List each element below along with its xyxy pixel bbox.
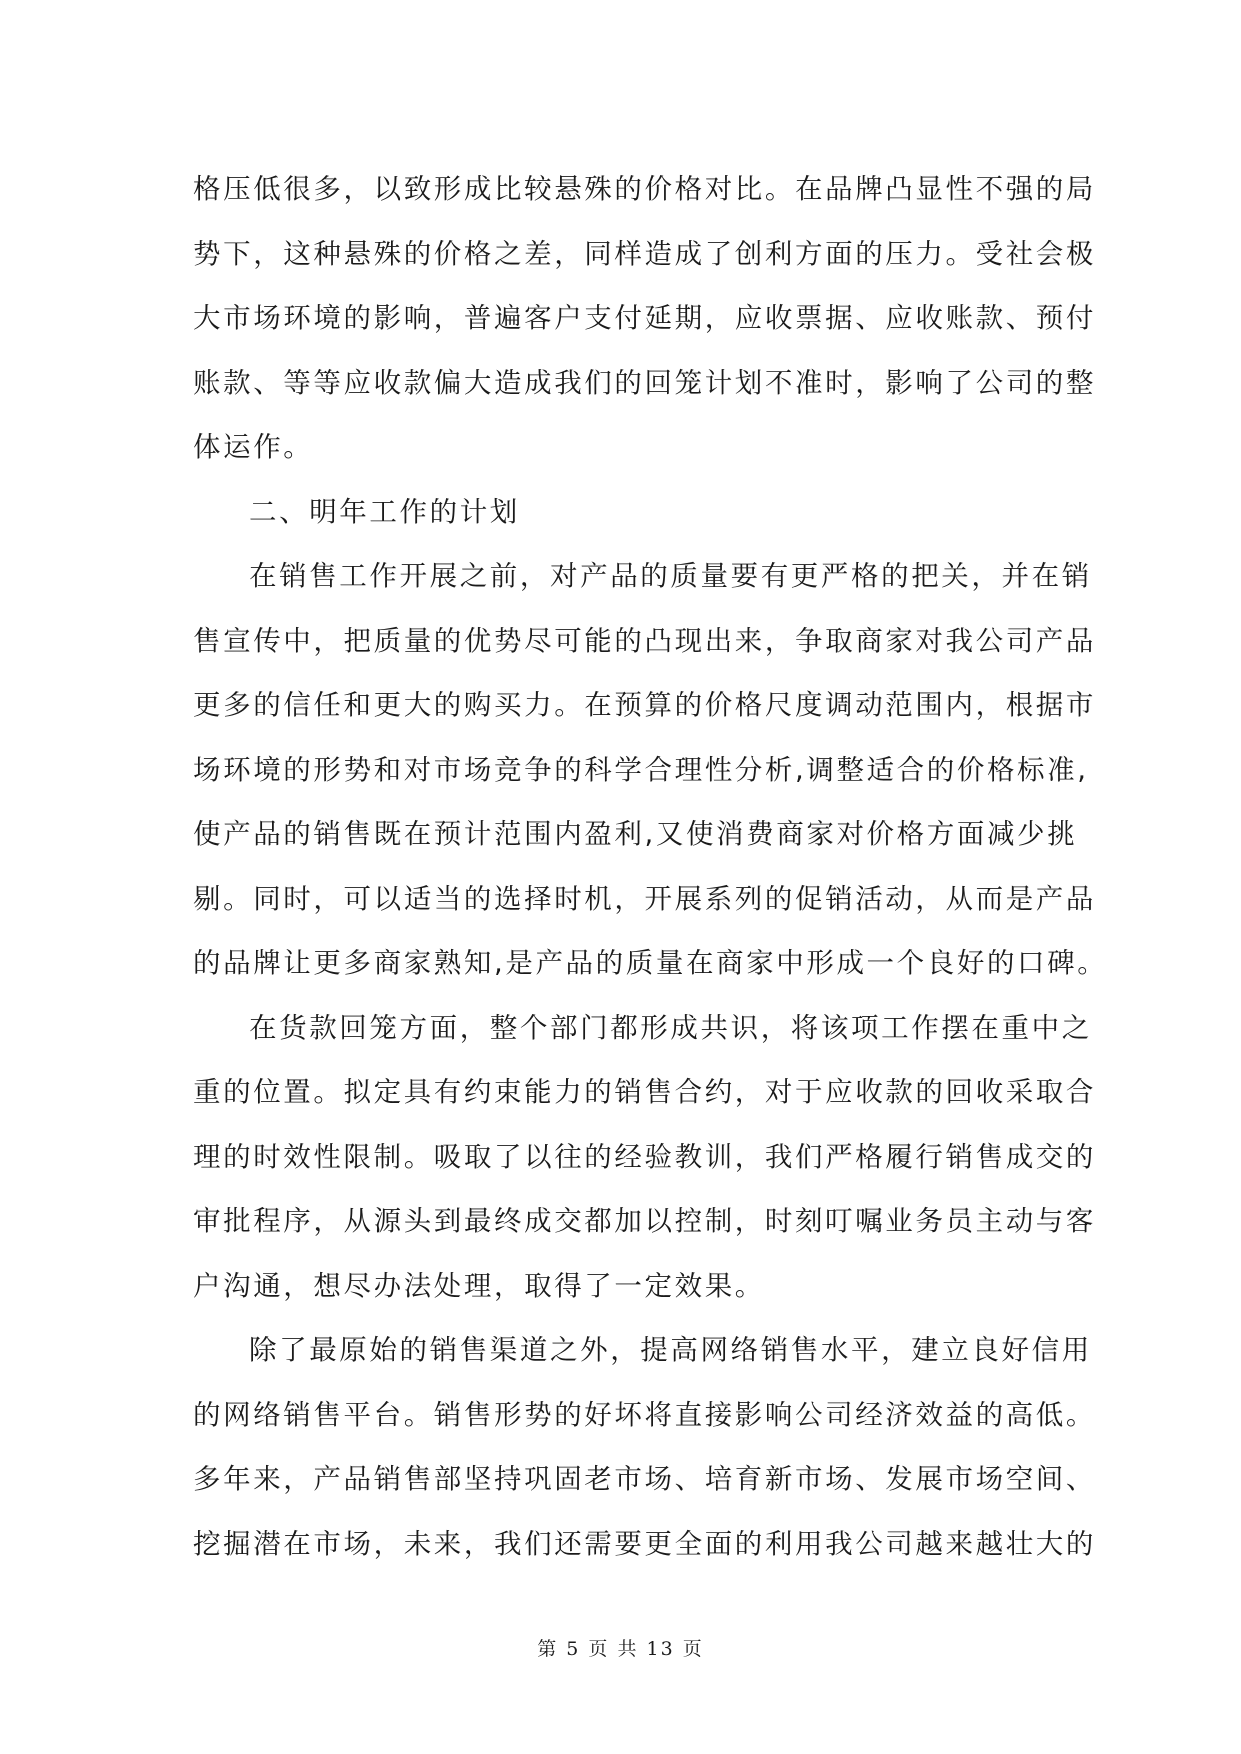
text-line: 重的位置。拟定具有约束能力的销售合约，对于应收款的回收采取合 bbox=[193, 1076, 1096, 1108]
page-footer: 第 5 页 共 13 页 bbox=[537, 1638, 704, 1660]
text-line: 使产品的销售既在预计范围内盈利,又使消费商家对价格方面减少挑 bbox=[193, 818, 1078, 850]
text-line: 多年来，产品销售部坚持巩固老市场、培育新市场、发展市场空间、 bbox=[193, 1463, 1096, 1495]
document-body bbox=[193, 157, 1108, 1576]
text-line: 体运作。 bbox=[193, 431, 314, 463]
text-line: 挖掘潜在市场，未来，我们还需要更全面的利用我公司越来越壮大的 bbox=[193, 1527, 1096, 1560]
text-line: 在货款回笼方面，整个部门都形成共识，将该项工作摆在重中之 bbox=[249, 1011, 1092, 1044]
text-line: 大市场环境的影响，普遍客户支付延期，应收票据、应收账款、预付 bbox=[193, 302, 1096, 334]
text-line: 场环境的形势和对市场竞争的科学合理性分析,调整适合的价格标准, bbox=[193, 753, 1089, 786]
text-line: 审批程序，从源头到最终成交都加以控制，时刻叮嘱业务员主动与客 bbox=[193, 1205, 1096, 1237]
text-line: 账款、等等应收款偏大造成我们的回笼计划不准时，影响了公司的整 bbox=[193, 366, 1096, 399]
text-line: 户沟通，想尽办法处理，取得了一定效果。 bbox=[193, 1269, 765, 1302]
text-line: 剔。同时，可以适当的选择时机，开展系列的促销活动，从而是产品 bbox=[193, 882, 1096, 915]
text-line: 在销售工作开展之前，对产品的质量要有更严格的把关，并在销 bbox=[249, 560, 1092, 592]
text-line: 更多的信任和更大的购买力。在预算的价格尺度调动范围内，根据市 bbox=[193, 689, 1096, 721]
text-line: 售宣传中，把质量的优势尽可能的凸现出来，争取商家对我公司产品 bbox=[193, 624, 1096, 657]
text-line: 的品牌让更多商家熟知,是产品的质量在商家中形成一个良好的口碑。 bbox=[193, 947, 1108, 979]
text-line: 势下，这种悬殊的价格之差，同样造成了创利方面的压力。受社会极 bbox=[193, 237, 1096, 270]
text-line: 除了最原始的销售渠道之外，提高网络销售水平，建立良好信用 bbox=[249, 1334, 1092, 1366]
text-line: 二、明年工作的计划 bbox=[249, 495, 520, 528]
text-line: 理的时效性限制。吸取了以往的经验教训，我们严格履行销售成交的 bbox=[193, 1140, 1096, 1173]
text-line: 的网络销售平台。销售形势的好坏将直接影响公司经济效益的高低。 bbox=[193, 1398, 1096, 1431]
text-line: 格压低很多，以致形成比较悬殊的价格对比。在品牌凸显性不强的局 bbox=[193, 173, 1096, 205]
